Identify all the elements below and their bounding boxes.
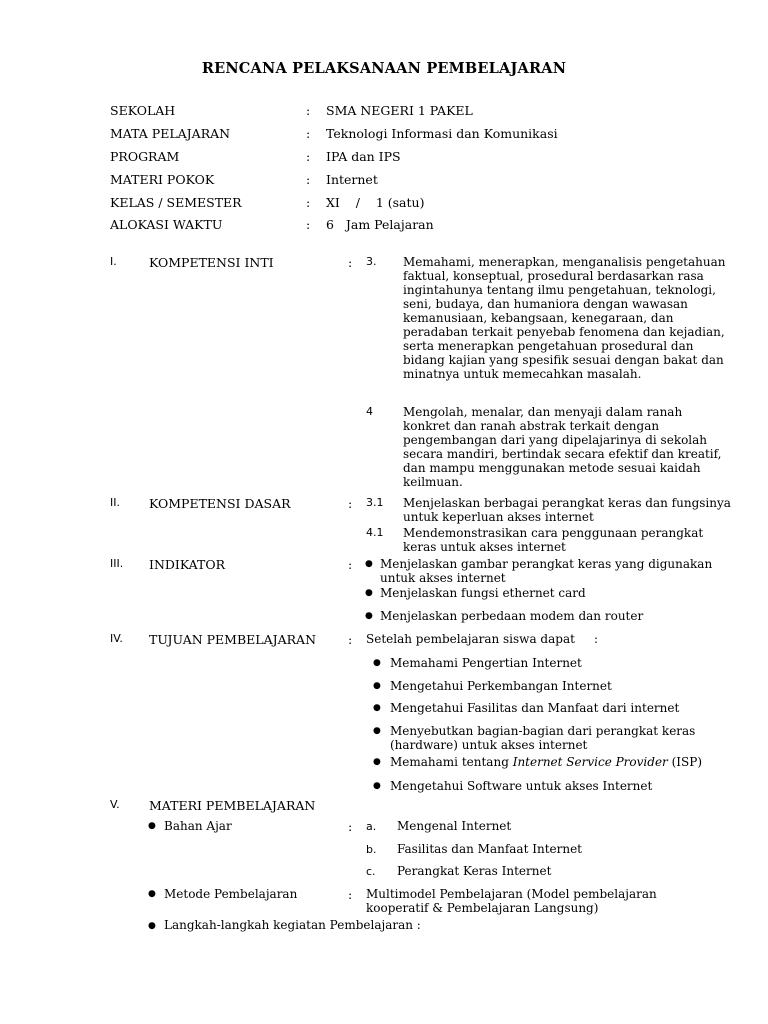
list-letter: a. <box>366 820 377 833</box>
identity-label: MATA PELAJARAN <box>110 126 231 141</box>
isp-italic: Internet Service Provider <box>512 755 668 769</box>
section-label: KOMPETENSI INTI <box>149 255 274 270</box>
tujuan-item-isp <box>390 755 730 769</box>
kd-4-1-text: Mendemonstrasikan cara penggunaan perangkat keras untuk akses internet <box>403 526 704 554</box>
langkah-label: Langkah-langkah kegiatan Pembelajaran : <box>164 918 421 932</box>
indikator-item: Menjelaskan gambar perangkat keras yang digunakan untuk akses internet <box>380 557 713 585</box>
section-number: III. <box>110 557 124 570</box>
indikator-item: Menjelaskan perbedaan modem dan router <box>380 609 644 623</box>
section-number: II. <box>110 496 120 509</box>
section-number: V. <box>110 798 120 811</box>
bullet-icon: ● <box>148 921 156 931</box>
section-label: MATERI PEMBELAJARAN <box>149 798 316 813</box>
colon: : <box>306 126 311 141</box>
tujuan-item: Mengetahui Fasilitas dan Manfaat dari internet <box>390 701 680 715</box>
section-label: KOMPETENSI DASAR <box>149 496 291 511</box>
identity-value: XI / 1 (satu) <box>326 195 425 210</box>
colon: : <box>348 819 353 834</box>
colon: : <box>348 255 353 270</box>
identity-label: ALOKASI WAKTU <box>110 217 223 232</box>
list-letter: b. <box>366 843 377 856</box>
colon: : <box>306 172 311 187</box>
item-number: 3.1 <box>366 496 384 509</box>
bahan-ajar-item: Mengenal Internet <box>397 819 512 833</box>
metode-value: Multimodel Pembelajaran (Model pembelajaran kooperatif & Pembelajaran Langsung) <box>366 887 657 915</box>
bullet-icon: ● <box>148 889 156 899</box>
bullet-icon: ● <box>373 703 381 713</box>
colon: : <box>348 632 353 647</box>
indikator-item: Menjelaskan fungsi ethernet card <box>380 586 586 600</box>
identity-label: MATERI POKOK <box>110 172 215 187</box>
bullet-icon: ● <box>365 611 373 621</box>
list-letter: c. <box>366 865 376 878</box>
item-number: 3. <box>366 255 377 268</box>
colon: : <box>348 887 353 902</box>
section-label: TUJUAN PEMBELAJARAN <box>149 632 317 647</box>
ki-4-text: Mengolah, menalar, dan menyaji dalam ranah konkret dan ranah abstrak terkait dengan pengembangan dari yang dipelajarinya di sekolah secara mandiri, bertindak secara efektif dan kreatif, dan mampu menggunakan metode sesuai kaidah keilmuan. <box>403 405 722 489</box>
item-number: 4 <box>366 405 373 418</box>
identity-value: IPA dan IPS <box>326 149 401 164</box>
bullet-icon: ● <box>373 658 381 668</box>
ki-3-text: Memahami, menerapkan, menganalisis pengetahuan faktual, konseptual, prosedural berdasarkan rasa ingintahunya tentang ilmu pengetahuan, teknologi, seni, budaya, dan humaniora dengan wawasan kemanusiaan, kebangsaan, kenegaraan, dan peradaban terkait penyebab fenomena dan kejadian, serta menerapkan pengetahuan prosedural dan bidang kajian yang spesifik sesuai dengan bakat dan minatnya untuk memecahkan masalah. <box>403 255 726 381</box>
bullet-icon: ● <box>365 559 373 569</box>
tujuan-item: Mengetahui Software untuk akses Internet <box>390 779 653 793</box>
identity-value: Teknologi Informasi dan Komunikasi <box>326 126 558 141</box>
metode-label: Metode Pembelajaran <box>164 887 298 901</box>
colon: : <box>306 195 311 210</box>
identity-label: SEKOLAH <box>110 103 176 118</box>
bullet-icon: ● <box>365 588 373 598</box>
section-number: IV. <box>110 632 123 645</box>
colon: : <box>348 557 353 572</box>
section-label: INDIKATOR <box>149 557 226 572</box>
colon: : <box>306 103 311 118</box>
identity-label: KELAS / SEMESTER <box>110 195 242 210</box>
identity-value: Internet <box>326 172 378 187</box>
bullet-icon: ● <box>373 757 381 767</box>
tujuan-item: Menyebutkan bagian-bagian dari perangkat keras (hardware) untuk akses internet <box>390 724 696 752</box>
isp-pre: Memahami tentang <box>390 755 513 769</box>
bullet-icon: ● <box>148 821 156 831</box>
isp-post: (ISP) <box>667 755 703 769</box>
bullet-icon: ● <box>373 681 381 691</box>
tujuan-item: Mengetahui Perkembangan Internet <box>390 679 612 693</box>
tujuan-intro: Setelah pembelajaran siswa dapat : <box>366 632 599 646</box>
tujuan-item: Memahami Pengertian Internet <box>390 656 582 670</box>
item-number: 4.1 <box>366 526 384 539</box>
identity-label: PROGRAM <box>110 149 180 164</box>
bahan-ajar-item: Fasilitas dan Manfaat Internet <box>397 842 583 856</box>
colon: : <box>306 149 311 164</box>
bahan-ajar-item: Perangkat Keras Internet <box>397 864 552 878</box>
colon: : <box>306 217 311 232</box>
bullet-icon: ● <box>373 726 381 736</box>
bahan-ajar-label: Bahan Ajar <box>164 819 232 833</box>
identity-value: SMA NEGERI 1 PAKEL <box>326 103 473 118</box>
colon: : <box>348 496 353 511</box>
kd-3-1-text: Menjelaskan berbagai perangkat keras dan fungsinya untuk keperluan akses internet <box>403 496 731 524</box>
document-title: RENCANA PELAKSANAAN PEMBELAJARAN <box>201 60 567 77</box>
identity-value: 6 Jam Pelajaran <box>326 217 434 232</box>
section-number: I. <box>110 255 117 268</box>
bullet-icon: ● <box>373 781 381 791</box>
